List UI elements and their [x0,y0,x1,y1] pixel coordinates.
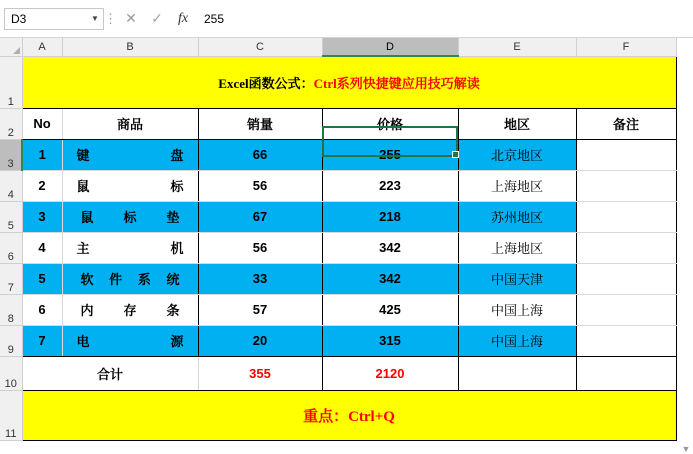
header-region[interactable]: 地区 [458,108,576,139]
scroll-down-arrow-icon[interactable]: ▼ [681,444,691,454]
cell-a8-no[interactable]: 6 [22,294,62,325]
spreadsheet-grid[interactable] [0,38,693,454]
bottom-strip [0,444,693,454]
cell-b6-product[interactable] [62,232,198,263]
cell-a4-no[interactable]: 2 [22,170,62,201]
cell-b5-product[interactable] [62,201,198,232]
table-row [0,201,676,232]
cell-c4-sales[interactable]: 56 [198,170,322,201]
cell-b9-product[interactable] [62,325,198,356]
table-row [0,232,676,263]
cell-d8-price[interactable]: 425 [322,294,458,325]
header-note[interactable]: 备注 [576,108,676,139]
cell-c6-sales[interactable]: 56 [198,232,322,263]
cell-b8-product[interactable] [62,294,198,325]
cell-f3-note[interactable] [576,139,676,170]
cell-b3-product[interactable] [62,139,198,170]
row-header-2[interactable]: 2 [0,108,22,139]
cell-d9-price[interactable]: 315 [322,325,458,356]
cancel-icon[interactable]: ✕ [125,10,137,26]
cell-e9-region[interactable]: 中国上海 [458,325,576,356]
cell-d3-price[interactable]: 255 [322,139,458,170]
cell-b9-product-text: 电 源 [76,334,184,349]
grid-table [0,38,677,441]
cell-c9-sales[interactable]: 20 [198,325,322,356]
name-box[interactable] [4,8,104,30]
cell-c7-sales[interactable]: 33 [198,263,322,294]
column-header-a[interactable]: A [22,38,62,56]
sheet-title-part2: Ctrl系列快捷键应用技巧解读 [313,75,480,91]
select-all-corner[interactable] [0,38,22,56]
total-label[interactable]: 合计 [22,356,198,390]
chevron-down-icon[interactable]: ▼ [91,14,99,23]
row-header-6[interactable]: 6 [0,232,22,263]
cell-a6-no[interactable]: 4 [22,232,62,263]
column-header-d[interactable]: D [322,38,458,56]
cell-f7-note[interactable] [576,263,676,294]
total-region[interactable] [458,356,576,390]
column-header-b[interactable]: B [62,38,198,56]
row-header-10[interactable]: 10 [0,356,22,390]
cell-b7-product-text: 软 件 系 统 [80,272,180,287]
formula-bar [0,0,693,38]
column-header-row [0,38,676,56]
formula-bar-separator: ⋮ [104,10,118,26]
cell-b7-product[interactable] [62,263,198,294]
row-header-11[interactable]: 11 [0,390,22,440]
column-header-e[interactable]: E [458,38,576,56]
cell-f9-note[interactable] [576,325,676,356]
row-header-3[interactable]: 3 [0,139,22,170]
cell-f8-note[interactable] [576,294,676,325]
footer-note[interactable]: 重点：Ctrl+Q [22,390,676,440]
row-header-5[interactable]: 5 [0,201,22,232]
cell-b4-product[interactable] [62,170,198,201]
cell-e7-region[interactable]: 中国天津 [458,263,576,294]
cell-f4-note[interactable] [576,170,676,201]
cell-a5-no[interactable]: 3 [22,201,62,232]
cell-b3-product-text: 键 盘 [76,148,184,163]
cell-c8-sales[interactable]: 57 [198,294,322,325]
header-no[interactable]: No [22,108,62,139]
total-price[interactable]: 2120 [322,356,458,390]
cell-d7-price[interactable]: 342 [322,263,458,294]
row-header-9[interactable]: 9 [0,325,22,356]
cell-f6-note[interactable] [576,232,676,263]
confirm-icon[interactable]: ✓ [151,10,163,26]
cell-b4-product-text: 鼠 标 [76,179,184,194]
row-header-1[interactable]: 1 [0,56,22,108]
row-header-8[interactable]: 8 [0,294,22,325]
column-header-f[interactable]: F [576,38,676,56]
row-header-7[interactable]: 7 [0,263,22,294]
header-product[interactable]: 商品 [62,108,198,139]
table-row [0,139,676,170]
column-header-c[interactable]: C [198,38,322,56]
cell-d6-price[interactable]: 342 [322,232,458,263]
table-row [0,170,676,201]
cell-c3-sales[interactable]: 66 [198,139,322,170]
table-row [0,56,676,108]
row-header-4[interactable]: 4 [0,170,22,201]
cell-a9-no[interactable]: 7 [22,325,62,356]
cell-d5-price[interactable]: 218 [322,201,458,232]
cell-a3-no[interactable]: 1 [22,139,62,170]
table-row [0,108,676,139]
total-sales[interactable]: 355 [198,356,322,390]
cell-f5-note[interactable] [576,201,676,232]
table-row [0,356,676,390]
formula-input[interactable]: 255 [196,8,689,30]
cell-a7-no[interactable]: 5 [22,263,62,294]
name-box-value: D3 [11,11,27,26]
header-sales[interactable]: 销量 [198,108,322,139]
cell-c5-sales[interactable]: 67 [198,201,322,232]
table-row [0,325,676,356]
cell-e6-region[interactable]: 上海地区 [458,232,576,263]
table-row [0,263,676,294]
cell-e3-region[interactable]: 北京地区 [458,139,576,170]
cell-e4-region[interactable]: 上海地区 [458,170,576,201]
cell-e5-region[interactable]: 苏州地区 [458,201,576,232]
sheet-title-part1: Excel函数公式： [218,75,314,91]
insert-function-icon[interactable]: fx [177,10,189,26]
cell-d4-price[interactable]: 223 [322,170,458,201]
cell-b5-product-text: 鼠 标 垫 [80,210,180,225]
header-price[interactable]: 价格 [322,108,458,139]
cell-b8-product-text: 内 存 条 [80,303,180,318]
cell-b6-product-text: 主 机 [76,241,184,256]
cell-e8-region[interactable]: 中国上海 [458,294,576,325]
table-row [0,390,676,440]
sheet-title[interactable] [22,56,676,108]
table-row [0,294,676,325]
total-note[interactable] [576,356,676,390]
